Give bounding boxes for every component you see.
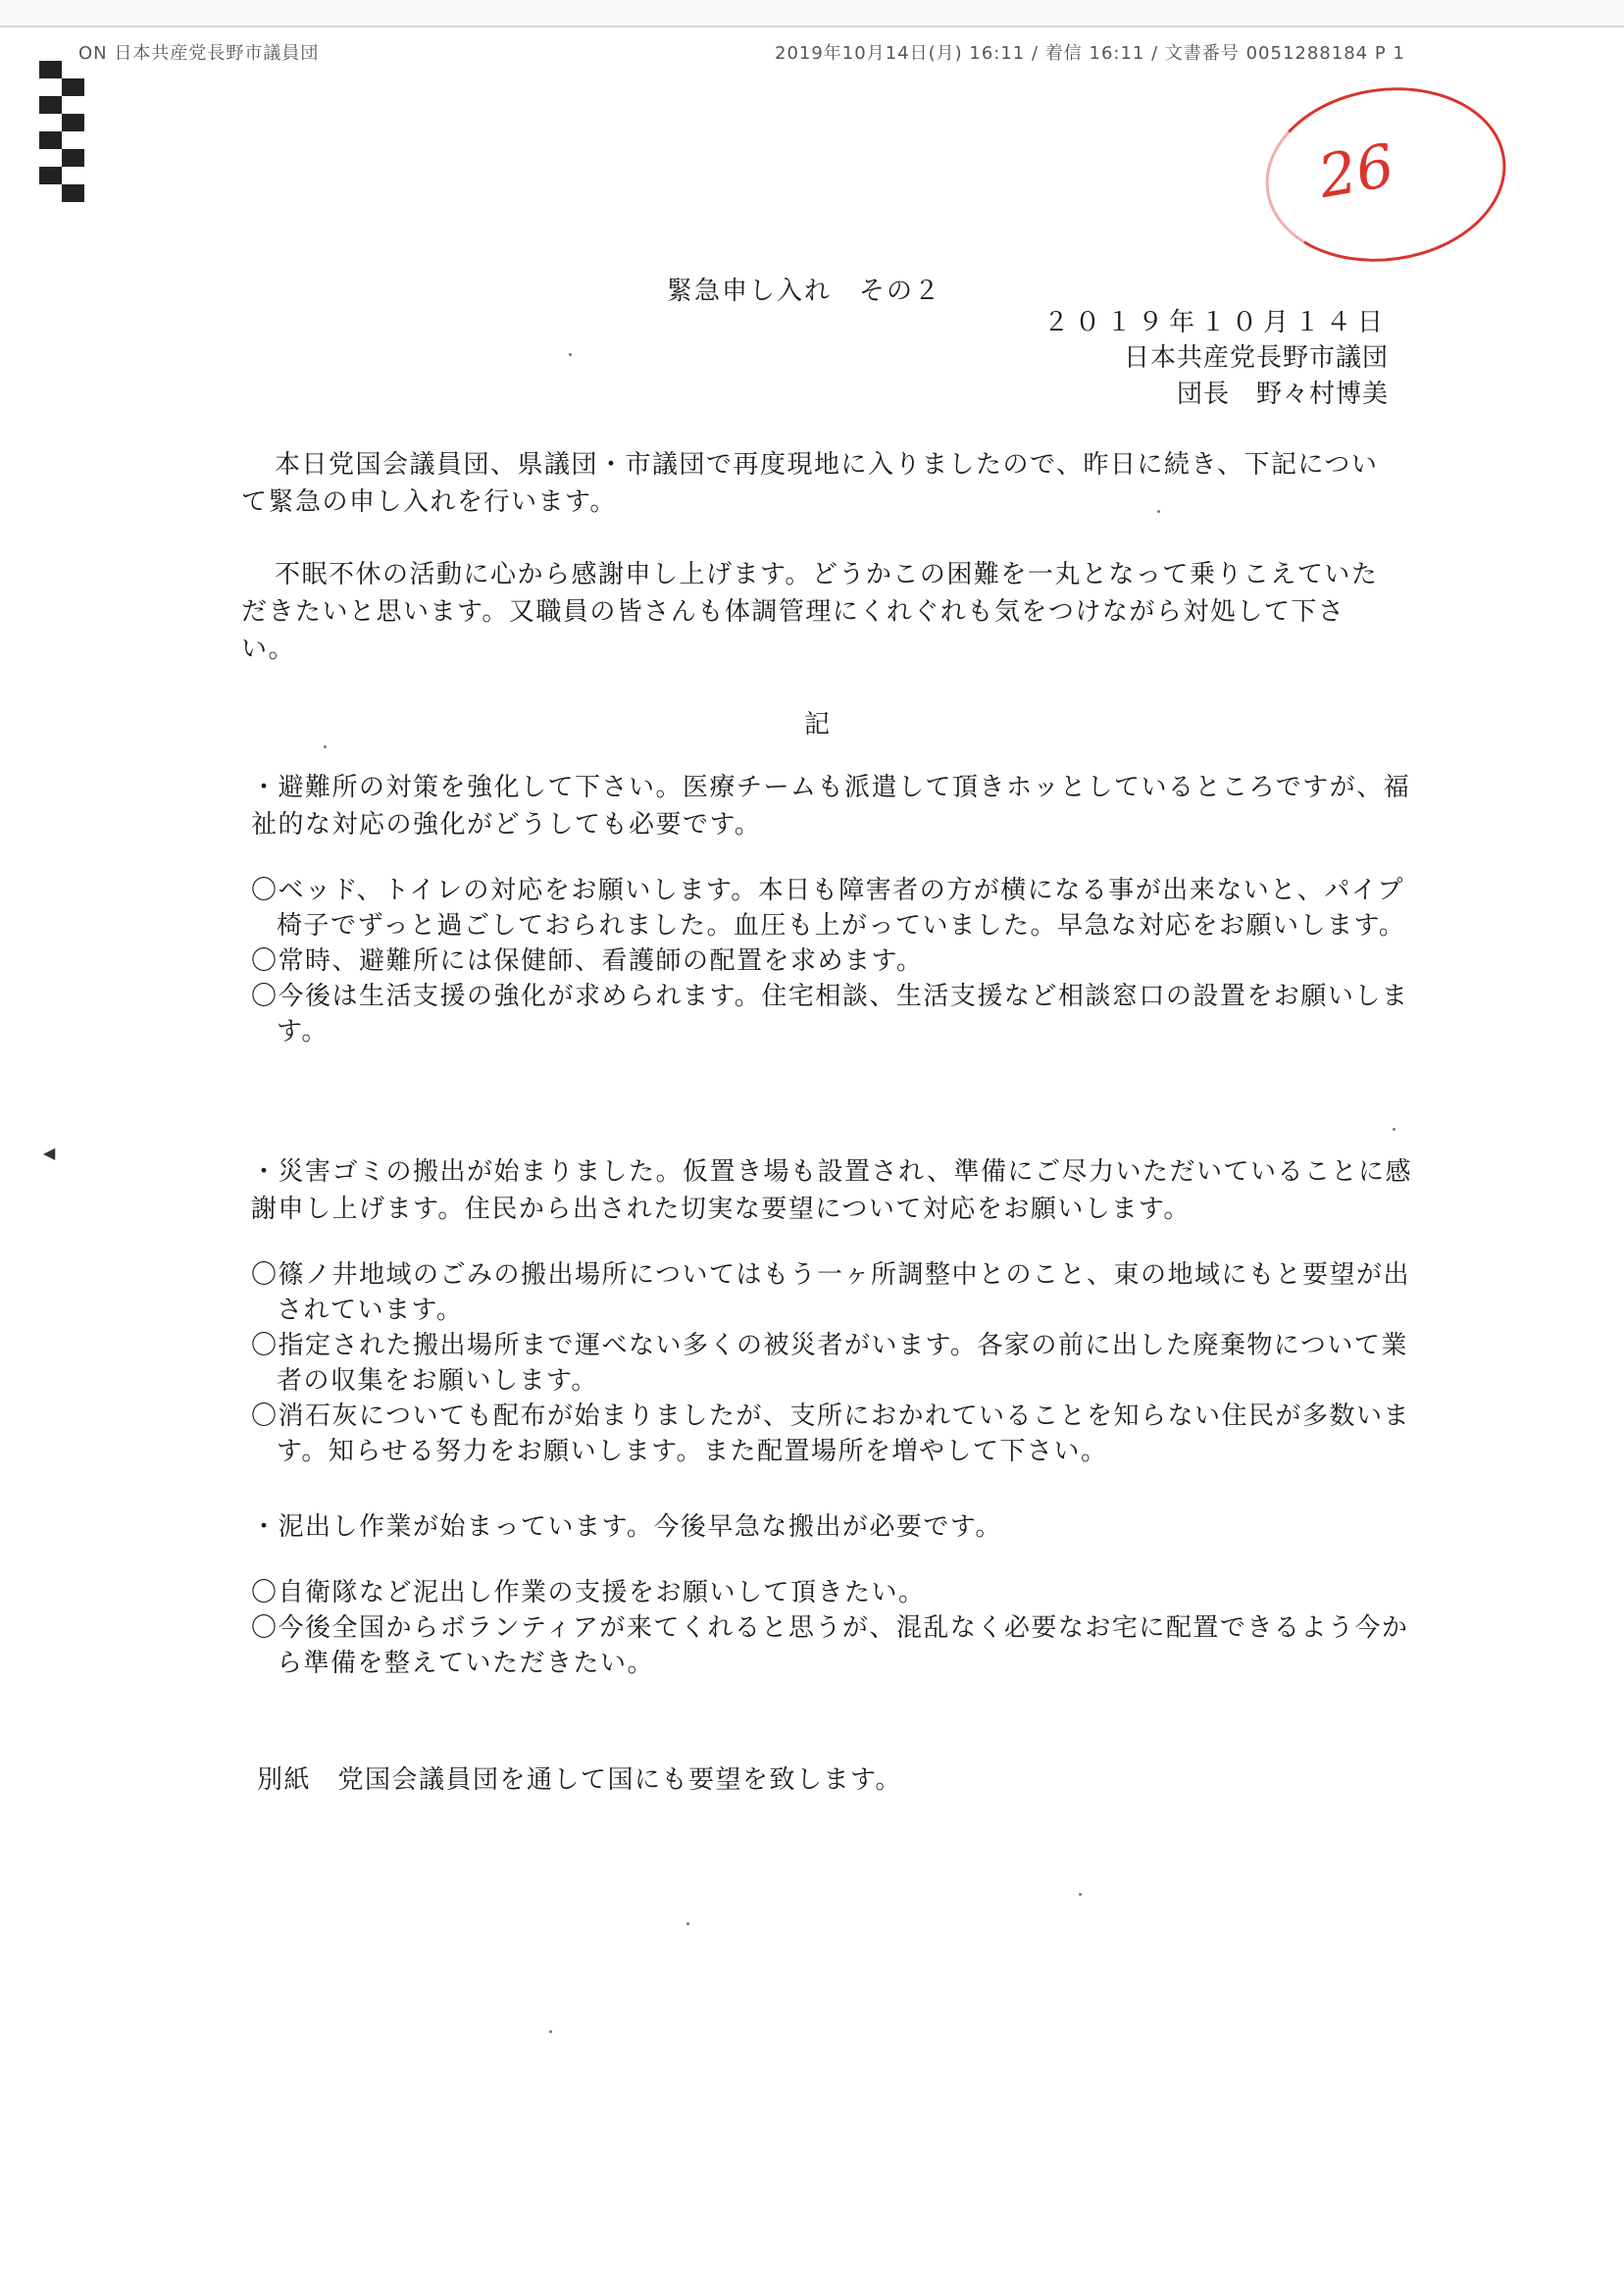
list-item: 〇ベッド、トイレの対応をお願いします。本日も障害者の方が横になる事が出来ないと、パイプ椅子でずっと過ごしておられました。血圧も上がっていました。早急な対応をお願いします。 (251, 876, 1406, 941)
list-item: 〇指定された搬出場所まで運べない多くの被災者がいます。各家の前に出した廃棄物について業者の収集をお願いします。 (251, 1331, 1408, 1396)
handwritten-page-number: 26 (1313, 130, 1399, 213)
scan-speck (549, 2030, 552, 2033)
section-1-items (251, 873, 1418, 1049)
list-item: 〇今後全国からボランティアが来てくれると思うが、混乱なく必要なお宅に配置できるよう今から準備を整えていただきたい。 (251, 1613, 1409, 1678)
section-3-items (251, 1575, 1418, 1681)
scan-speck (569, 353, 572, 356)
scan-speck (1393, 1128, 1396, 1131)
sender-organization: 日本共産党長野市議団 (1123, 343, 1389, 373)
section-2-items (251, 1257, 1418, 1469)
scan-speck (1079, 1893, 1082, 1896)
scan-speck (324, 745, 327, 748)
intro-text-2: 不眠不休の活動に心から感謝申し上げます。どうかこの困難を一丸となって乗りこえていただきたいと思います。又職員の皆さんも体調管理にくれぐれも気をつけながら対処して下さい。 (241, 560, 1379, 664)
section-3-lead: ・泥出し作業が始まっています。今後早急な搬出が必要です。 (251, 1512, 1002, 1542)
sender-leader: 団長 野々村博美 (1176, 380, 1389, 409)
fax-header-left: ON 日本共産党長野市議員団 (78, 43, 320, 63)
list-item: 〇篠ノ井地域のごみの搬出場所についてはもう一ヶ所調整中とのこと、東の地域にもと要望が出されています。 (251, 1260, 1410, 1325)
document-title: 緊急申し入れ その２ (667, 277, 942, 306)
footer-note: 別紙 党国会議員団を通して国にも要望を致します。 (257, 1765, 902, 1795)
intro-paragraph-2 (241, 556, 1398, 668)
scan-top-edge (0, 0, 1624, 27)
document-date: ２０１９年１０月１４日 (1042, 308, 1389, 337)
ki-heading: 記 (804, 710, 831, 739)
section-1-lead: ・避難所の対策を強化して下さい。医療チームも派遣して頂きホッとしているところですが、福祉的な対応の強化がどうしても必要です。 (251, 773, 1411, 840)
section-2-lead: ・災害ゴミの搬出が始まりました。仮置き場も設置され、準備にご尽力いただいていることに感謝申し上げます。住民から出された切実な要望について対応をお願いします。 (251, 1157, 1413, 1224)
scan-speck (686, 1922, 689, 1925)
list-item: 〇消石灰についても配布が始まりましたが、支所におかれていることを知らない住民が多数います。知らせる努力をお願いします。また配置場所を増やして下さい。 (251, 1402, 1410, 1466)
scan-speck (1157, 510, 1160, 513)
scan-arrow-mark: ◀ (43, 1144, 56, 1162)
list-item: 〇今後は生活支援の強化が求められます。住宅相談、生活支援など相談窓口の設置をお願いします。 (251, 982, 1409, 1046)
registration-checker-mark (39, 61, 84, 202)
list-item: 〇常時、避難所には保健師、看護師の配置を求めます。 (251, 946, 924, 976)
fax-header-right: 2019年10月14日(月) 16:11 / 着信 16:11 / 文書番号 0051288184 P 1 (775, 43, 1405, 63)
intro-text-1: 本日党国会議員団、県議団・市議団で再度現地に入りましたので、昨日に続き、下記について緊急の申し入れを行います。 (241, 450, 1379, 517)
list-item: 〇自衛隊など泥出し作業の支援をお願いして頂きたい。 (251, 1578, 926, 1607)
intro-paragraph-1 (241, 446, 1398, 521)
